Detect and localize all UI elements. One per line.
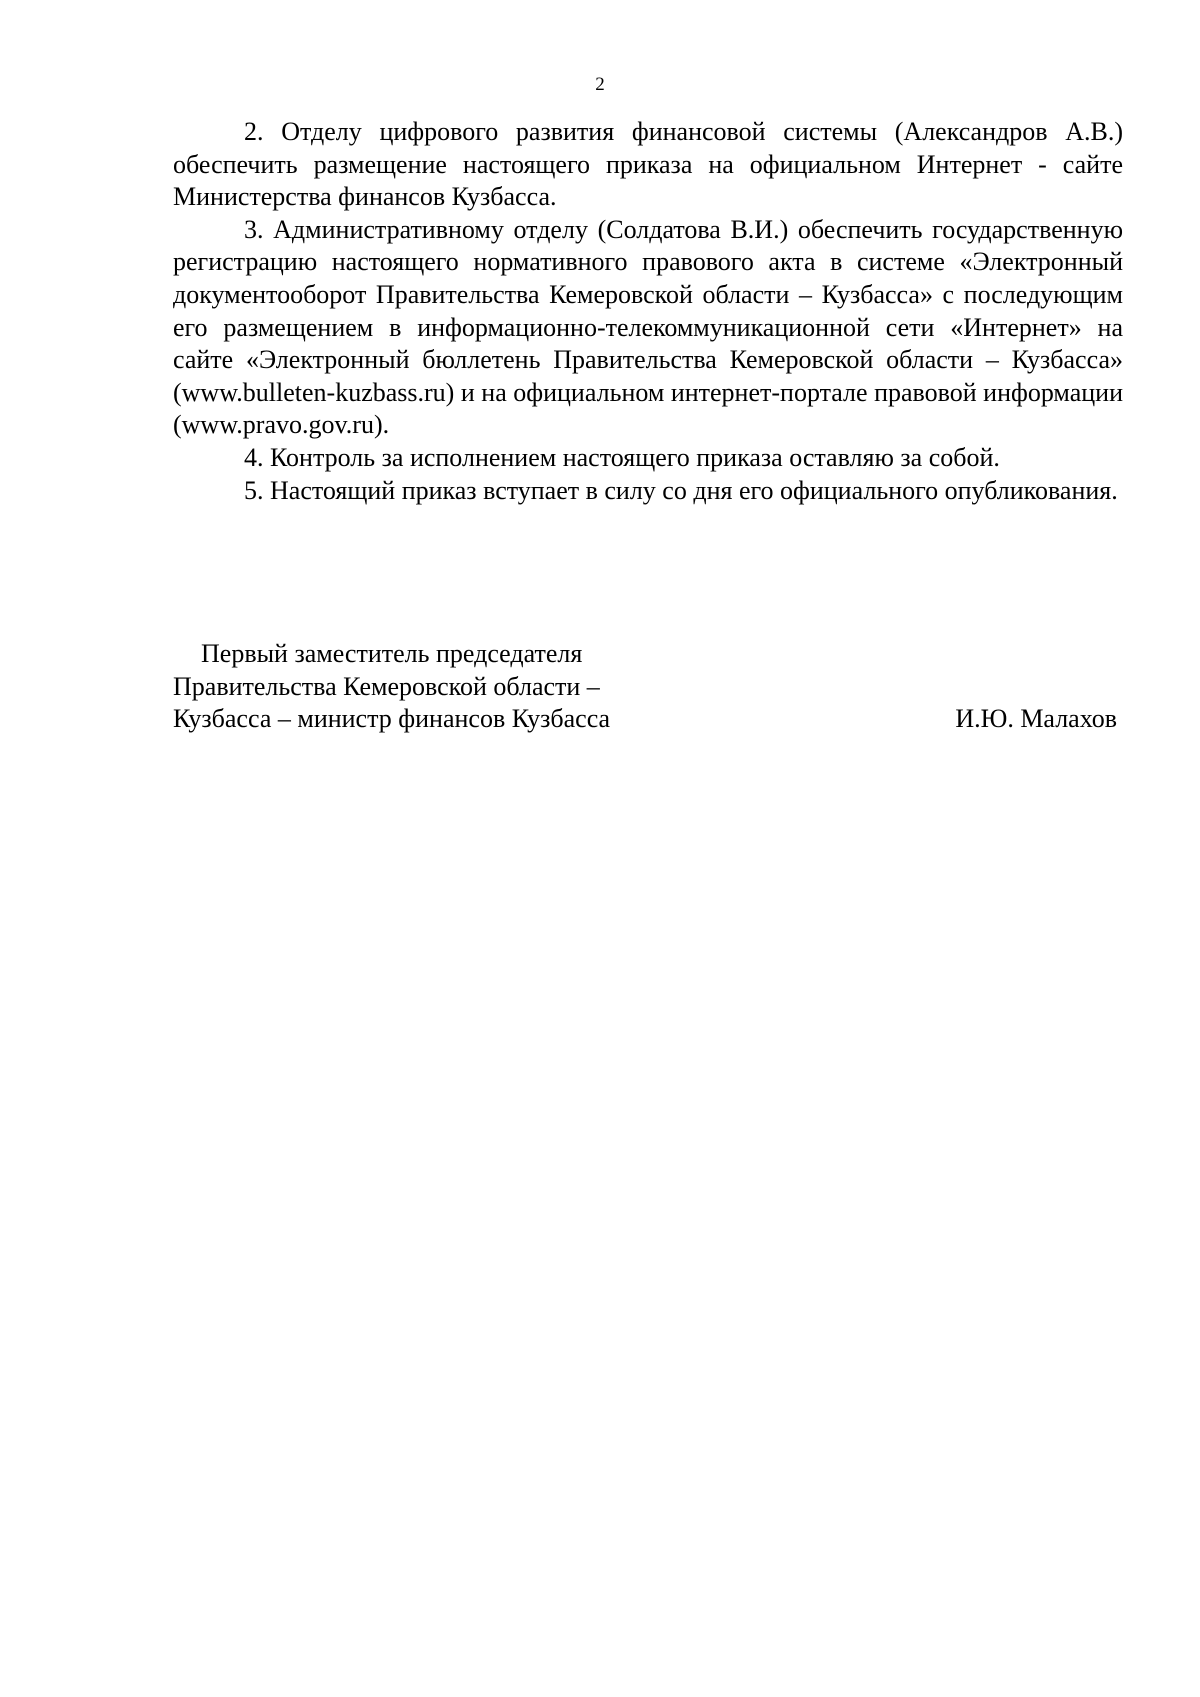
signatory-title-line-3: Кузбасса – министр финансов Кузбасса [173,704,611,734]
page-number: 2 [595,74,605,95]
signatory-title-line-2: Правительства Кемеровской области – [173,671,600,701]
paragraph-item-5: 5. Настоящий приказ вступает в силу со дня его официального опубликования. [244,475,1118,505]
signatory-name: И.Ю. Малахов [955,704,1117,734]
signatory-row [173,703,1123,736]
signature-block [173,638,1123,736]
paragraph-item-3: 3. Административному отделу (Солдатова В.И.) обеспечить государственную регистрацию настоящего нормативного правового акта в системе «Электронный документооборот Правительства Кемеровской области – Кузбасса» с последующим его размещением в информационно-телекоммуникационной сети «Интернет» на сайте «Электронный бюллетень Правительства Кемеровской области – Кузбасса» (www.bulleten-kuzbass.ru) и на официальном интернет-портале правовой информации (www.pravo.gov.ru). [173,214,1123,440]
paragraph-item-2: 2. Отделу цифрового развития финансовой системы (Александров А.В.) обеспечить размещение настоящего приказа на официальном Интернет - сайте Министерства финансов Кузбасса. [173,117,1123,212]
signatory-title-line-1: Первый заместитель председателя [201,639,583,668]
document-body [173,116,1123,507]
paragraph-item-4: 4. Контроль за исполнением настоящего приказа оставляю за собой. [244,442,1000,472]
